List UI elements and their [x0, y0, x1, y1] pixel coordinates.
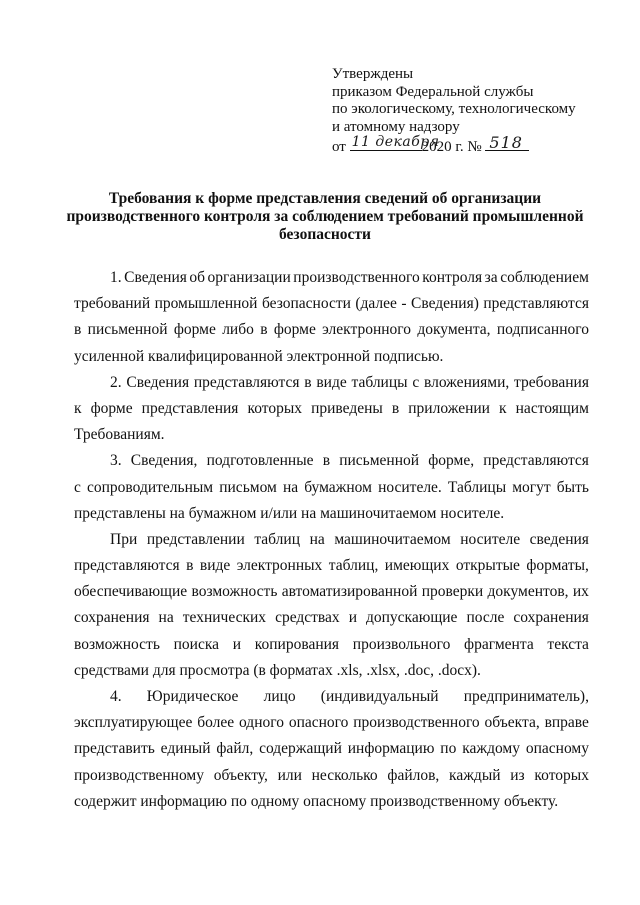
text-line [74, 475, 589, 501]
word: соблюдением [500, 269, 589, 286]
word: лицо [263, 688, 296, 705]
word: представляются [483, 452, 589, 470]
handwritten-number: 518 [489, 132, 523, 152]
word: файл, [216, 740, 254, 758]
word: опасного [288, 714, 349, 732]
word: содержащий [259, 740, 342, 758]
text-line [74, 422, 589, 448]
word: сохранения [74, 609, 150, 627]
word: 2. [110, 373, 122, 391]
word: 3. [110, 452, 122, 470]
word: письменной [87, 321, 168, 339]
word: (далее [355, 295, 397, 313]
handwritten-date: 11 декабря [351, 133, 440, 150]
paragraph [74, 684, 589, 815]
word: форме [173, 321, 216, 339]
word: документов, [487, 583, 569, 601]
word: к [74, 399, 82, 417]
word: Сведения [124, 269, 187, 286]
word: производственного [293, 269, 420, 286]
word: в [74, 321, 82, 339]
word: сведения [529, 530, 589, 548]
word: могут [512, 478, 551, 496]
word: машиночитаемом [334, 530, 451, 548]
word: носителе [460, 530, 521, 548]
word: Юридическое [146, 688, 239, 705]
word: одного [239, 714, 284, 732]
word: и [348, 609, 357, 627]
text-line [74, 789, 589, 815]
word: объекта, [484, 714, 540, 732]
word: по [440, 740, 457, 758]
approval-line-1: Утверждены [332, 66, 414, 82]
word: подписанного [496, 321, 589, 339]
word: средствах [275, 609, 340, 627]
word: Таблицы [447, 478, 507, 496]
text-line [74, 710, 589, 736]
text-line [74, 291, 589, 317]
text-line [74, 658, 589, 684]
word: 1. [110, 269, 122, 286]
word: за [484, 269, 498, 286]
word: возможность [74, 635, 160, 653]
word: быть [556, 478, 589, 496]
title-line-3: безопасности [279, 226, 371, 243]
word: их [572, 583, 589, 601]
word: копирования [254, 635, 340, 653]
word: таблиц [254, 530, 300, 548]
word: объекту, [213, 766, 268, 784]
word: эксплуатирующее [74, 714, 193, 732]
word: сопроводительным [87, 478, 214, 496]
year-number-label: 2020 г. № [421, 139, 482, 155]
word: сохранения [513, 609, 589, 627]
word: усиленной квалифицированной электронной подписью. [74, 347, 444, 365]
word: об [189, 269, 206, 286]
word: проверки [421, 583, 484, 601]
title-line-1: Требования к форме представления сведений об организации [108, 190, 542, 207]
word: которых [247, 399, 303, 417]
title-line-2: производственного контроля за соблюдением требований промышленной [66, 208, 584, 225]
text-line [74, 396, 589, 422]
word: и [232, 635, 242, 653]
word: в [186, 557, 194, 575]
word: каждому [462, 740, 520, 758]
word: информацию [347, 740, 435, 758]
word: Требованиям. [74, 426, 165, 444]
word: в [260, 321, 268, 339]
word: таблицы [351, 373, 408, 391]
document-body [74, 265, 589, 815]
word: вложениями, [423, 373, 510, 391]
document-title [60, 190, 590, 244]
word: - [401, 295, 407, 313]
text-line [74, 736, 589, 762]
word: письменной [339, 452, 420, 470]
approval-line-4: и атомному надзору [332, 118, 460, 135]
text-line [74, 605, 589, 631]
word: к [499, 399, 507, 417]
word: с [412, 373, 420, 391]
word: представляются [483, 295, 589, 313]
word: на [309, 530, 325, 548]
word: средствами для просмотра (в форматах .xls, .xlsx, .doc, .docx). [74, 661, 481, 679]
text-line [74, 684, 589, 710]
word: настоящим [515, 399, 589, 417]
word: письмом [219, 478, 277, 496]
from-prefix: от [332, 139, 346, 155]
text-line [74, 370, 589, 396]
word: носителе. [378, 478, 442, 496]
word: представить [74, 740, 155, 758]
word: безопасности [261, 295, 351, 313]
word: которых [534, 766, 589, 784]
word: промышленной [154, 295, 258, 313]
word: представляются [74, 557, 180, 575]
word: произвольного [352, 635, 451, 653]
word: электронного [322, 321, 412, 339]
text-line [74, 448, 589, 474]
word: представлении [146, 530, 245, 548]
word: допускающие [366, 609, 458, 627]
approval-line-2: приказом Федеральной службы [332, 83, 534, 100]
word: производственного [353, 714, 480, 732]
word: текста [547, 635, 589, 653]
word: обеспечивающие [74, 583, 188, 601]
handwritten-number-field [485, 132, 529, 152]
word: требований [74, 295, 151, 313]
paragraph [74, 527, 589, 684]
word: возможность [191, 583, 278, 601]
word: предприниматель), [463, 688, 589, 705]
word: При [110, 530, 138, 548]
text-line [74, 553, 589, 579]
word: на [282, 478, 299, 496]
word: требования [514, 373, 589, 391]
word: несколько [311, 766, 378, 784]
word: с [74, 478, 81, 496]
word: после [466, 609, 505, 627]
text-line [74, 501, 589, 527]
text-line [74, 763, 589, 789]
text-line [74, 344, 589, 370]
approval-block [332, 66, 622, 157]
word: 4. [110, 688, 122, 705]
text-line [74, 632, 589, 658]
paragraph [74, 370, 589, 449]
word: фрагмента [464, 635, 534, 653]
word: виде [199, 557, 231, 575]
word: вправе [544, 714, 589, 732]
word: таблиц, [328, 557, 379, 575]
word: в [304, 373, 312, 391]
word: опасному [525, 740, 589, 758]
word: либо [222, 321, 254, 339]
word: Сведения [126, 373, 190, 391]
word: каждый [449, 766, 501, 784]
word: поиска [173, 635, 220, 653]
word: из [510, 766, 525, 784]
word: приведены [311, 399, 383, 417]
word: представления [141, 399, 239, 417]
word: в [322, 452, 331, 470]
word: документа, [417, 321, 491, 339]
paragraph [74, 448, 589, 527]
word: приложении [408, 399, 490, 417]
word: единый [160, 740, 211, 758]
word: производственному [74, 766, 204, 784]
word: организации [207, 269, 291, 286]
word: электронных [236, 557, 323, 575]
word: имеющих [384, 557, 450, 575]
word: Сведения, [130, 452, 198, 470]
word: представляются [193, 373, 300, 391]
word: файлов, [387, 766, 440, 784]
word: содержит информацию по одному опасному производственному объекту. [74, 792, 559, 810]
word: более [197, 714, 235, 732]
text-line [74, 265, 589, 291]
word: в [391, 399, 400, 417]
word: автоматизированной [281, 583, 418, 601]
text-line [74, 317, 589, 343]
word: открытые [455, 557, 520, 575]
word: или [277, 766, 302, 784]
word: на [158, 609, 174, 627]
word: контроля [422, 269, 483, 286]
word: форме, [428, 452, 475, 470]
approval-date-line [332, 132, 622, 157]
handwritten-date-field [350, 133, 440, 151]
paragraph [74, 265, 589, 370]
word: подготовленные [206, 452, 314, 470]
word: (индивидуальный [320, 688, 439, 705]
word: бумажном [304, 478, 372, 496]
text-line [74, 579, 589, 605]
text-line [74, 527, 589, 553]
word: форматы, [526, 557, 589, 575]
word: Сведения) [411, 295, 479, 313]
word: технических [182, 609, 267, 627]
approval-line-3: по экологическому, технологическому [332, 101, 576, 117]
word: представлены на бумажном и/или на машиночитаемом носителе. [74, 504, 505, 522]
word: виде [316, 373, 347, 391]
word: форме [273, 321, 316, 339]
word: форме [90, 399, 133, 417]
